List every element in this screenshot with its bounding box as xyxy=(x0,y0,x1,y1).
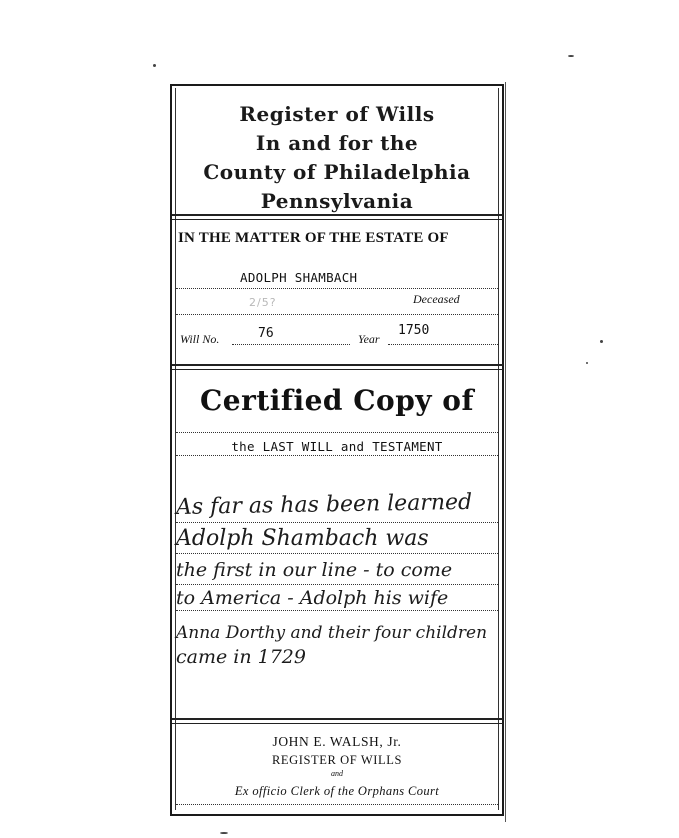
clerk-title: Ex officio Clerk of the Orphans Court xyxy=(234,784,440,798)
divider-rule-thin xyxy=(172,369,503,370)
register-name: JOHN E. WALSH, Jr. xyxy=(272,734,402,749)
certificate-subtitle: the LAST WILL and TESTAMENT xyxy=(231,439,443,454)
writing-line xyxy=(176,610,498,611)
certificate-title: Certified Copy of xyxy=(199,384,475,417)
year-label: Year xyxy=(358,332,380,346)
scan-speck xyxy=(220,832,228,834)
scan-speck xyxy=(153,64,156,67)
divider-rule xyxy=(172,214,503,216)
handwritten-line-1: As far as has been learned xyxy=(175,489,473,520)
faint-file-number: 2/5? xyxy=(249,296,277,309)
dotted-line xyxy=(176,314,498,315)
header-line-4: Pennsylvania xyxy=(260,189,414,213)
divider-rule-thin xyxy=(172,219,503,220)
scan-speck xyxy=(600,340,603,343)
year-dotted-line xyxy=(388,344,498,345)
dotted-line xyxy=(176,432,498,433)
will-number-dotted-line xyxy=(232,344,350,345)
will-number-label: Will No. xyxy=(180,332,220,346)
divider-rule xyxy=(172,364,503,366)
frame-inner-right-border xyxy=(498,88,499,810)
year-value: 1750 xyxy=(398,323,430,338)
header-line-2: In and for the xyxy=(255,131,419,155)
estate-heading: IN THE MATTER OF THE ESTATE OF xyxy=(178,230,449,246)
register-title: REGISTER OF WILLS xyxy=(271,753,403,767)
dotted-line xyxy=(176,288,498,289)
writing-line xyxy=(176,522,498,523)
footer-and: and xyxy=(331,769,343,778)
writing-line xyxy=(176,584,498,585)
estate-name: ADOLPH SHAMBACH xyxy=(240,270,358,285)
header-line-1: Register of Wills xyxy=(239,102,435,126)
register-footer xyxy=(176,732,498,802)
scan-speck xyxy=(586,362,588,364)
will-number-value: 76 xyxy=(258,326,274,341)
divider-rule-thin xyxy=(172,723,503,724)
scanned-document: Register of Wills In and for the County of Philadelphia Pennsylvania IN THE MATTER OF THE ESTATE OF ADOLPH SHAMBACH 2/5? Deceased Will No. 76 Year 1750 Certified Copy of the LAST WILL and TESTAMENT As far as has been learned Adolph Shambach was the first in our line - to come to America - Adolph his wife Anna Dorthy and their four children came in 1729 JOHN E. WALSH, Jr. REGISTER OF WILLS and Ex officio Clerk of the Orphans Court xyxy=(0,0,679,838)
writing-line xyxy=(176,553,498,554)
divider-rule xyxy=(172,718,503,720)
dotted-line xyxy=(176,804,498,805)
register-header xyxy=(176,100,498,216)
scan-speck xyxy=(568,55,574,57)
header-line-3: County of Philadelphia xyxy=(203,160,471,184)
deceased-label: Deceased xyxy=(413,292,460,306)
frame-outer-right-edge xyxy=(505,82,506,822)
dotted-line xyxy=(176,455,498,456)
